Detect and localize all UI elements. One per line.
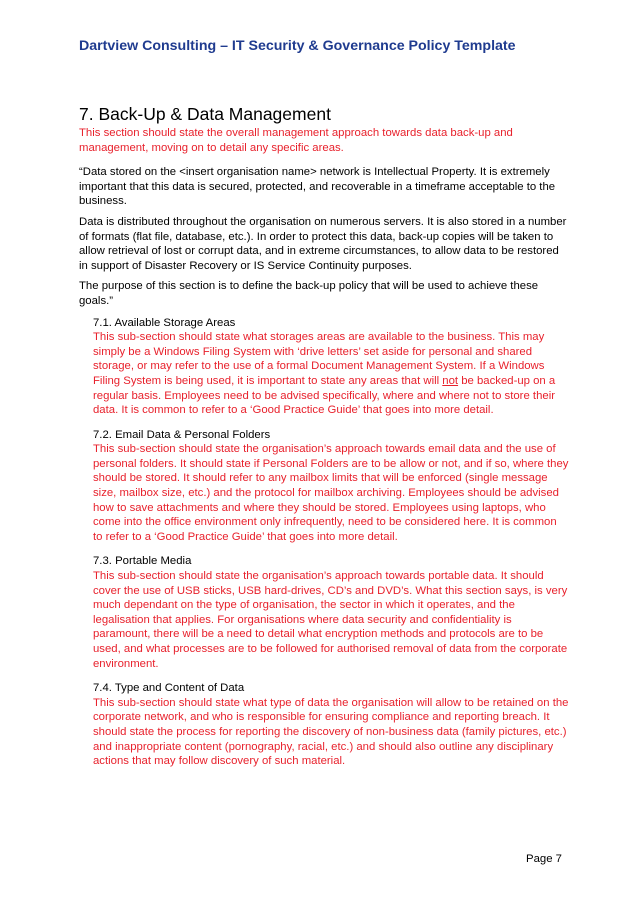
subsection-7-1 (93, 316, 569, 418)
subsection-body (93, 330, 569, 418)
subsection-body-part: be backed-up on a regular basis. Employees need to be advised specifically, where and where not to store their data. It is common to refer to a ‘Good Practice Guide’ that goes into more detail. (93, 374, 556, 417)
subsection-7-2 (93, 428, 569, 545)
subsection-7-3 (93, 554, 569, 671)
subsection-body: This sub-section should state the organisation’s approach towards email data and the use of personal folders. It should state if Personal Folders are to be allow or not, and if so, where they should be stored. It should refer to any mailbox limits that will be enforced (single message size, mailbox size, etc.) and the protocol for mailbox archiving. Employees should be advised how to save attachments and where they should be stored. Employees using laptops, who come into the office environment only infrequently, need to be considered here. It is common to refer to a ‘Good Practice Guide’ that goes into more detail. (93, 443, 569, 543)
body-paragraph-2: Data is distributed throughout the organisation on numerous servers. It is also stored in a number of formats (flat file, database, etc.). In order to protect this data, back-up copies will be taken to allow retrieval of lost or corrupt data, and in extreme circumstances, to allow data to be restored in support of Disaster Recovery or IS Service Continuity purposes. (79, 215, 567, 272)
section-heading: 7. Back-Up & Data Management (79, 104, 331, 124)
page-number: Page 7 (526, 853, 562, 865)
header-title: Dartview Consulting – IT Security & Governance Policy Template (79, 38, 516, 54)
subsections (79, 316, 569, 769)
subsection-body: This sub-section should state the organisation’s approach towards portable data. It should cover the use of USB sticks, USB hard-drives, CD’s and DVD’s. What this section says, is very much dependant on the type of organisation, the sector in which it operates, and the legalisation that applies. For organisations where data security and confidentiality is paramount, there will be a need to detail what encryption methods and protocols are to be used, and what processes are to be followed for authorised removal of data from the corporate environment. (93, 570, 568, 670)
subsection-title: 7.4. Type and Content of Data (93, 682, 245, 695)
main-content (79, 104, 569, 769)
subsection-body: This sub-section should state what type of data the organisation will allow to be retained on the corporate network, and who is responsible for ensuring compliance and reporting breach. It should state the process for reporting the discovery of non-business data (family pictures, etc.) and inappropriate content (pornography, racial, etc.) and should also outline any disciplinary actions that may follow discovery of such material. (93, 696, 569, 768)
subsection-title: 7.1. Available Storage Areas (93, 316, 236, 329)
section-intro: This section should state the overall management approach towards data back-up and management, moving on to detail any specific areas. (79, 127, 513, 154)
body-paragraph-1: “Data stored on the <insert organisation name> network is Intellectual Property. It is extremely important that this data is secured, protected, and recoverable in a timeframe acceptable to the business. (79, 166, 556, 208)
body-paragraph-3: The purpose of this section is to define the back-up policy that will be used to achieve these goals.” (79, 280, 539, 307)
subsection-title: 7.2. Email Data & Personal Folders (93, 428, 271, 441)
underlined-word: not (442, 374, 459, 387)
subsection-7-4 (93, 681, 569, 769)
subsection-body-part: This sub-section should state what storages areas are available to the business. This may simply be a Windows Filing System with ‘drive letters’ set aside for personal and shared storage, or may refer to the use of a formal Document Management System. If a Windows Filing System is being used, it is important to state any areas that will (93, 331, 545, 387)
subsection-title: 7.3. Portable Media (93, 555, 192, 568)
